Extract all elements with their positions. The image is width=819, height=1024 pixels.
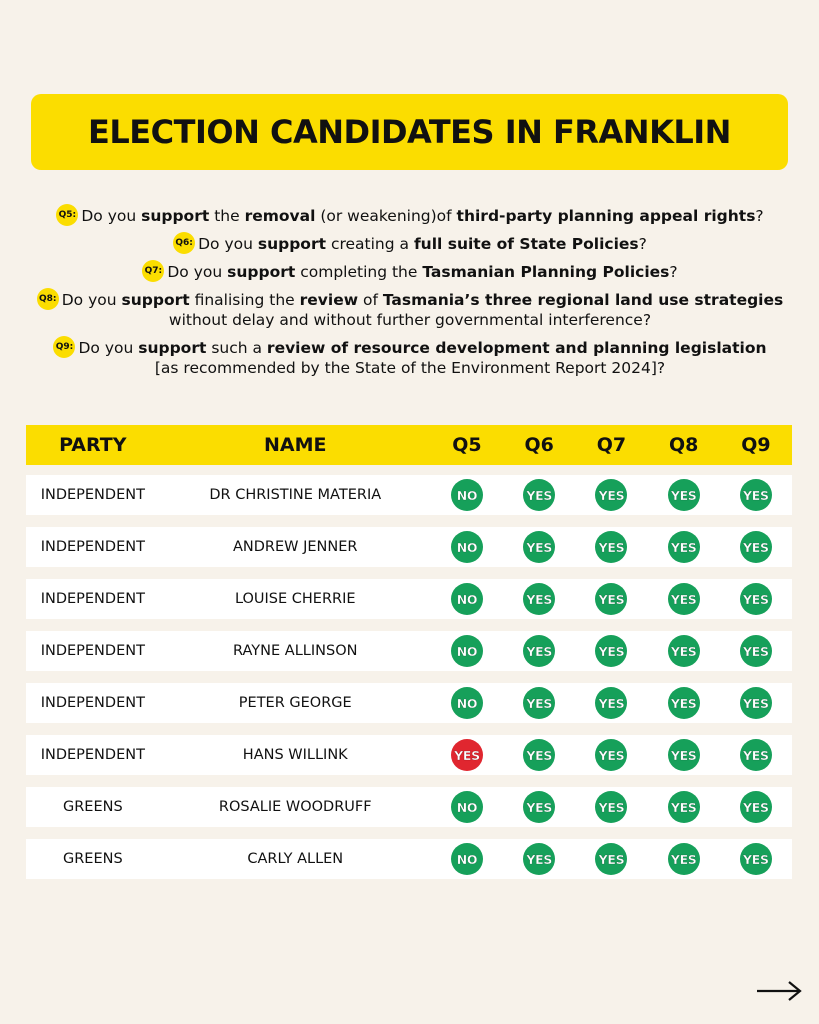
answer-cell-q7 <box>575 479 647 511</box>
answer-cell-q6 <box>503 635 575 667</box>
answer-cell-q7 <box>575 583 647 615</box>
question-text: (or weakening)of <box>315 207 457 225</box>
question-emphasis: removal <box>244 207 316 225</box>
table-body <box>26 475 792 879</box>
question-emphasis: full suite of State Policies <box>413 235 639 253</box>
answer-cell-q8 <box>648 791 720 823</box>
question-badge: Q5: <box>56 204 78 226</box>
table-row <box>26 683 792 723</box>
answer-badge: YES <box>668 739 700 771</box>
answer-cell-q5 <box>431 635 503 667</box>
name-cell: RAYNE ALLINSON <box>233 643 358 659</box>
answer-badge: YES <box>740 843 772 875</box>
right-arrow-icon[interactable] <box>756 980 802 1002</box>
question-8 <box>30 290 790 330</box>
name-cell: HANS WILLINK <box>242 747 348 763</box>
party-cell: INDEPENDENT <box>40 643 145 659</box>
question-text: Do you <box>61 291 122 309</box>
header-q6: Q6 <box>524 434 554 456</box>
answer-badge: NO <box>451 531 483 563</box>
question-text: ? <box>638 235 647 253</box>
question-badge: Q9: <box>53 336 75 358</box>
answer-badge: YES <box>523 531 555 563</box>
answer-cell-q6 <box>503 687 575 719</box>
answer-badge: YES <box>523 479 555 511</box>
answer-badge: NO <box>451 791 483 823</box>
answer-cell-q8 <box>648 687 720 719</box>
answer-badge: NO <box>451 687 483 719</box>
header-q7: Q7 <box>596 434 627 456</box>
answer-cell-q5 <box>431 843 503 875</box>
answer-badge: YES <box>595 739 627 771</box>
answer-cell-q5 <box>431 791 503 823</box>
answer-badge: NO <box>451 635 483 667</box>
answer-badge: NO <box>451 479 483 511</box>
question-text: completing the <box>295 263 423 281</box>
questions-list <box>30 206 790 386</box>
table-row <box>26 787 792 827</box>
answer-badge: YES <box>523 739 555 771</box>
answer-badge: YES <box>740 791 772 823</box>
party-cell: INDEPENDENT <box>40 487 145 503</box>
answer-badge: YES <box>595 791 627 823</box>
answer-badge: YES <box>595 531 627 563</box>
question-emphasis: support <box>257 235 327 253</box>
answer-badge: YES <box>740 739 772 771</box>
answer-badge: NO <box>451 583 483 615</box>
table-row <box>26 631 792 671</box>
answer-cell-q8 <box>648 531 720 563</box>
answer-badge: YES <box>668 531 700 563</box>
page-title: ELECTION CANDIDATES IN FRANKLIN <box>88 113 731 151</box>
answer-cell-q5 <box>431 531 503 563</box>
header-q9: Q9 <box>741 434 771 456</box>
question-text: the <box>209 207 245 225</box>
question-text: ? <box>755 207 764 225</box>
table-row <box>26 579 792 619</box>
answer-badge: YES <box>595 635 627 667</box>
question-emphasis: third-party planning appeal rights <box>456 207 756 225</box>
question-emphasis: support <box>141 207 210 225</box>
answer-cell-q6 <box>503 843 575 875</box>
answer-cell-q8 <box>648 843 720 875</box>
answer-cell-q9 <box>720 583 792 615</box>
name-cell: CARLY ALLEN <box>247 851 344 867</box>
table-header <box>26 425 792 465</box>
question-text: such a <box>206 339 267 357</box>
header-name: NAME <box>264 434 327 456</box>
name-cell: LOUISE CHERRIE <box>234 591 356 607</box>
party-cell: GREENS <box>62 799 123 815</box>
answer-cell-q5 <box>431 479 503 511</box>
table-row <box>26 839 792 879</box>
answer-cell-q9 <box>720 479 792 511</box>
question-text: ? <box>669 263 678 281</box>
answer-badge: YES <box>523 583 555 615</box>
question-line <box>30 206 790 226</box>
answer-cell-q9 <box>720 791 792 823</box>
question-badge: Q8: <box>37 288 59 310</box>
party-cell: GREENS <box>62 851 123 867</box>
answer-badge: YES <box>668 479 700 511</box>
answer-badge: YES <box>740 687 772 719</box>
answer-badge: YES <box>595 583 627 615</box>
party-cell: INDEPENDENT <box>40 591 145 607</box>
answer-badge: YES <box>668 583 700 615</box>
header-party: PARTY <box>59 434 127 456</box>
answer-badge: YES <box>668 791 700 823</box>
question-text: Do you <box>81 207 142 225</box>
table-row <box>26 735 792 775</box>
question-text: finalising the <box>189 291 300 309</box>
answer-badge: YES <box>523 791 555 823</box>
answer-cell-q5 <box>431 739 503 771</box>
question-badge: Q7: <box>142 260 164 282</box>
question-line <box>30 310 790 330</box>
answer-cell-q9 <box>720 635 792 667</box>
question-line <box>30 234 790 254</box>
answer-badge: NO <box>451 843 483 875</box>
title-banner <box>31 94 788 170</box>
question-emphasis: support <box>121 291 190 309</box>
question-text: Do you <box>167 263 228 281</box>
question-line <box>30 262 790 282</box>
question-text: Do you <box>78 339 139 357</box>
name-cell: ROSALIE WOODRUFF <box>218 799 372 815</box>
answer-badge: YES <box>740 635 772 667</box>
answer-cell-q9 <box>720 843 792 875</box>
answer-badge: YES <box>595 687 627 719</box>
answer-cell-q5 <box>431 687 503 719</box>
answer-cell-q9 <box>720 687 792 719</box>
question-badge: Q6: <box>173 232 195 254</box>
party-cell: INDEPENDENT <box>40 747 145 763</box>
party-cell: INDEPENDENT <box>40 695 145 711</box>
answer-cell-q9 <box>720 739 792 771</box>
name-cell: DR CHRISTINE MATERIA <box>209 487 382 503</box>
answer-badge: YES <box>523 687 555 719</box>
answer-cell-q7 <box>575 843 647 875</box>
question-emphasis: support <box>138 339 207 357</box>
question-6 <box>30 234 790 254</box>
answer-badge: YES <box>523 635 555 667</box>
name-cell: PETER GEORGE <box>238 695 352 711</box>
question-line <box>30 358 790 378</box>
answer-cell-q8 <box>648 479 720 511</box>
answer-badge: YES <box>668 635 700 667</box>
answer-cell-q8 <box>648 583 720 615</box>
header-q8: Q8 <box>668 434 699 456</box>
answer-badge: YES <box>595 843 627 875</box>
question-line <box>30 338 790 358</box>
question-emphasis: review of resource development and planning legislation <box>266 339 767 357</box>
name-cell: ANDREW JENNER <box>233 539 358 555</box>
question-emphasis: Tasmanian Planning Policies <box>422 263 670 281</box>
answer-cell-q7 <box>575 687 647 719</box>
question-text: [as recommended by the State of the Environment Report 2024]? <box>154 359 666 377</box>
answer-cell-q7 <box>575 635 647 667</box>
question-text: creating a <box>326 235 414 253</box>
question-9 <box>30 338 790 378</box>
party-cell: INDEPENDENT <box>40 539 145 555</box>
answer-cell-q7 <box>575 791 647 823</box>
answer-cell-q9 <box>720 531 792 563</box>
answer-badge: YES <box>740 479 772 511</box>
answer-cell-q6 <box>503 479 575 511</box>
question-text: of <box>358 291 383 309</box>
answer-badge: YES <box>523 843 555 875</box>
answer-cell-q7 <box>575 531 647 563</box>
answer-cell-q7 <box>575 739 647 771</box>
answer-cell-q6 <box>503 583 575 615</box>
question-emphasis: review <box>299 291 359 309</box>
table-row <box>26 475 792 515</box>
question-text: Do you <box>198 235 258 253</box>
answer-badge: YES <box>740 583 772 615</box>
answer-badge: YES <box>668 843 700 875</box>
question-text: without delay and without further governmental interference? <box>168 311 652 329</box>
answer-cell-q6 <box>503 531 575 563</box>
candidates-table <box>26 425 792 879</box>
answer-badge: YES <box>740 531 772 563</box>
table-row <box>26 527 792 567</box>
answer-cell-q8 <box>648 739 720 771</box>
answer-badge: YES <box>451 739 483 771</box>
question-7 <box>30 262 790 282</box>
question-line <box>30 290 790 310</box>
answer-cell-q6 <box>503 739 575 771</box>
answer-badge: YES <box>668 687 700 719</box>
answer-cell-q8 <box>648 635 720 667</box>
question-emphasis: Tasmania’s three regional land use strategies <box>382 291 784 309</box>
answer-cell-q6 <box>503 791 575 823</box>
header-q5: Q5 <box>452 434 482 456</box>
answer-cell-q5 <box>431 583 503 615</box>
answer-badge: YES <box>595 479 627 511</box>
question-emphasis: support <box>227 263 296 281</box>
question-5 <box>30 206 790 226</box>
